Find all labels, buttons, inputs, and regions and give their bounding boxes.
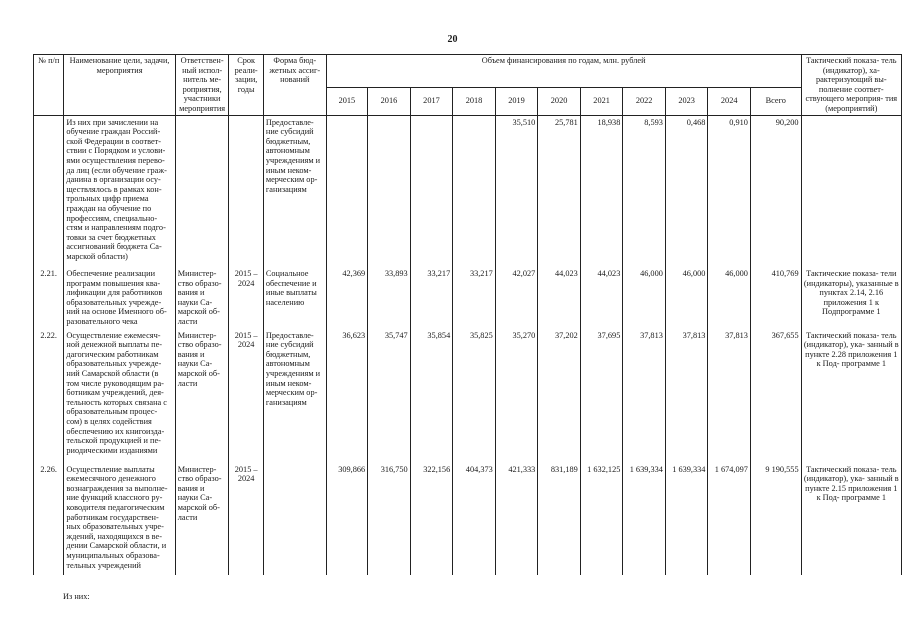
value-2018: 404,373 xyxy=(453,463,496,575)
indicator: Тактические показа- тели (индикаторы), указанные в пунктах 2.14, 2.16 приложения 1 к Подпрограмме 1 xyxy=(801,267,901,329)
term: 2015 –2024 xyxy=(229,463,263,575)
value-2015: 36,623 xyxy=(326,329,368,463)
header-year: 2017 xyxy=(410,87,453,115)
executor: Министер- ство образо- вания и науки Са- марской об- ласти xyxy=(175,329,229,463)
value-total: 9 190,555 xyxy=(750,463,801,575)
indicator: Тактический показа- тель (индикатор), ука- занный в пункте 2.28 приложения 1 к Под- программе 1 xyxy=(801,329,901,463)
value-total: 410,769 xyxy=(750,267,801,329)
financing-table xyxy=(33,54,902,575)
value-total: 90,200 xyxy=(750,115,801,267)
value-2021: 1 632,125 xyxy=(580,463,623,575)
header-no: № п/п xyxy=(34,55,64,116)
indicator: Тактический показа- тель (индикатор), ука- занный в пункте 2.15 приложения 1 к Под- программе 1 xyxy=(801,463,901,575)
table-row xyxy=(34,463,902,575)
value-2019: 42,027 xyxy=(495,267,538,329)
value-2017: 322,156 xyxy=(410,463,453,575)
value-2021: 37,695 xyxy=(580,329,623,463)
value-2018 xyxy=(453,115,496,267)
header-year: 2018 xyxy=(453,87,496,115)
measure-name: Из них при зачислении на обучение граждан Россий- ской Федерации в соответ- ствии с Порядком и услови- ями осуществления перево- да лиц (если обучение граж- данина в организации осу- ществлялось в рамках кон- трольных цифр приема граждан на обучение по профессиям, специально- стям и направлениям подго- товки за счет бюджетных ассигнований бюджета Са- марской области) xyxy=(64,115,175,267)
value-2016 xyxy=(368,115,411,267)
header-total: Всего xyxy=(750,87,801,115)
row-number: 2.21. xyxy=(34,267,64,329)
budget-form: Предоставле- ние субсидий бюджетным, автономным учреждениям и иным неком- мерческим ор- ганизациям xyxy=(263,329,326,463)
value-2022: 1 639,334 xyxy=(623,463,666,575)
indicator xyxy=(801,115,901,267)
value-2023: 46,000 xyxy=(665,267,708,329)
value-2022: 46,000 xyxy=(623,267,666,329)
row-number: 2.26. xyxy=(34,463,64,575)
value-2018: 35,825 xyxy=(453,329,496,463)
value-2023: 37,813 xyxy=(665,329,708,463)
measure-name: Обеспечение реализации программ повышения ква- лификации для работников образовательных учрежде- ний на основе Именного об- разовательного чека xyxy=(64,267,175,329)
value-2016: 33,893 xyxy=(368,267,411,329)
measure-name: Осуществление выплаты ежемесячного денежного вознаграждения за выполне- ние функций классного ру- ководителя педагогическим работникам государствен- ных образовательных учре- ждений, находящихся в ве- дении Самарской области, и муниципальных образова- тельных учреждений xyxy=(64,463,175,575)
header-year: 2022 xyxy=(623,87,666,115)
value-2019: 35,510 xyxy=(495,115,538,267)
value-2021: 44,023 xyxy=(580,267,623,329)
value-2020: 831,189 xyxy=(538,463,581,575)
table-row xyxy=(34,267,902,329)
row-number xyxy=(34,115,64,267)
value-2022: 37,813 xyxy=(623,329,666,463)
header-year: 2015 xyxy=(326,87,368,115)
value-total: 367,655 xyxy=(750,329,801,463)
header-executor: Ответствен- ный испол- нитель ме- роприятия, участники мероприятия xyxy=(175,55,229,116)
value-2022: 8,593 xyxy=(623,115,666,267)
header-year: 2020 xyxy=(538,87,581,115)
value-2015: 309,866 xyxy=(326,463,368,575)
executor: Министер- ство образо- вания и науки Са- марской об- ласти xyxy=(175,267,229,329)
value-2019: 421,333 xyxy=(495,463,538,575)
value-2021: 18,938 xyxy=(580,115,623,267)
value-2016: 316,750 xyxy=(368,463,411,575)
budget-form: Социальное обеспечение и иные выплаты населению xyxy=(263,267,326,329)
value-2024: 37,813 xyxy=(708,329,751,463)
value-2016: 35,747 xyxy=(368,329,411,463)
header-year: 2019 xyxy=(495,87,538,115)
value-2017 xyxy=(410,115,453,267)
table-row xyxy=(34,329,902,463)
row-number: 2.22. xyxy=(34,329,64,463)
term: 2015 – 2024 xyxy=(229,267,263,329)
value-2024: 0,910 xyxy=(708,115,751,267)
page-number: 20 xyxy=(447,34,458,45)
budget-form xyxy=(263,463,326,575)
value-2023: 1 639,334 xyxy=(665,463,708,575)
budget-form: Предоставле- ние субсидий бюджетным, автономным учреждениям и иным неком- мерческим ор- ганизациям xyxy=(263,115,326,267)
executor xyxy=(175,115,229,267)
value-2024: 1 674,097 xyxy=(708,463,751,575)
header-year: 2021 xyxy=(580,87,623,115)
term: 2015 – 2024 xyxy=(229,329,263,463)
value-2020: 44,023 xyxy=(538,267,581,329)
header-indicator: Тактический показа- тель (индикатор), ха- рактеризующий вы- полнение соответ- ствующего мероприя- тия (мероприятий) xyxy=(801,55,901,116)
table-row xyxy=(34,115,902,267)
value-2023: 0,468 xyxy=(665,115,708,267)
trailer-text: Из них: xyxy=(63,592,90,601)
header-term: Срок реали- зации, годы xyxy=(229,55,263,116)
value-2017: 35,854 xyxy=(410,329,453,463)
value-2015 xyxy=(326,115,368,267)
value-2020: 25,781 xyxy=(538,115,581,267)
header-year: 2024 xyxy=(708,87,751,115)
executor: Министер- ство образо- вания и науки Са- марской об- ласти xyxy=(175,463,229,575)
header-name: Наименование цели, задачи, мероприятия xyxy=(64,55,175,116)
header-form: Форма бюд- жетных ассиг- нований xyxy=(263,55,326,116)
header-year: 2016 xyxy=(368,87,411,115)
measure-name: Осуществление ежемесяч- ной денежной выплаты пе- дагогическим работникам образовательных учрежде- ний Самарской области (в том числе руководящим ра- ботникам учреждений, дея- тельность которых связана с образовательным процес- сом) в целях содействия обеспечению их книгоизда- тельской продукцией и пе- риодическими изданиями xyxy=(64,329,175,463)
term xyxy=(229,115,263,267)
header-financing: Объем финансирования по годам, млн. рублей xyxy=(326,55,801,88)
value-2024: 46,000 xyxy=(708,267,751,329)
value-2017: 33,217 xyxy=(410,267,453,329)
value-2019: 35,270 xyxy=(495,329,538,463)
value-2018: 33,217 xyxy=(453,267,496,329)
value-2015: 42,369 xyxy=(326,267,368,329)
value-2020: 37,202 xyxy=(538,329,581,463)
header-year: 2023 xyxy=(665,87,708,115)
